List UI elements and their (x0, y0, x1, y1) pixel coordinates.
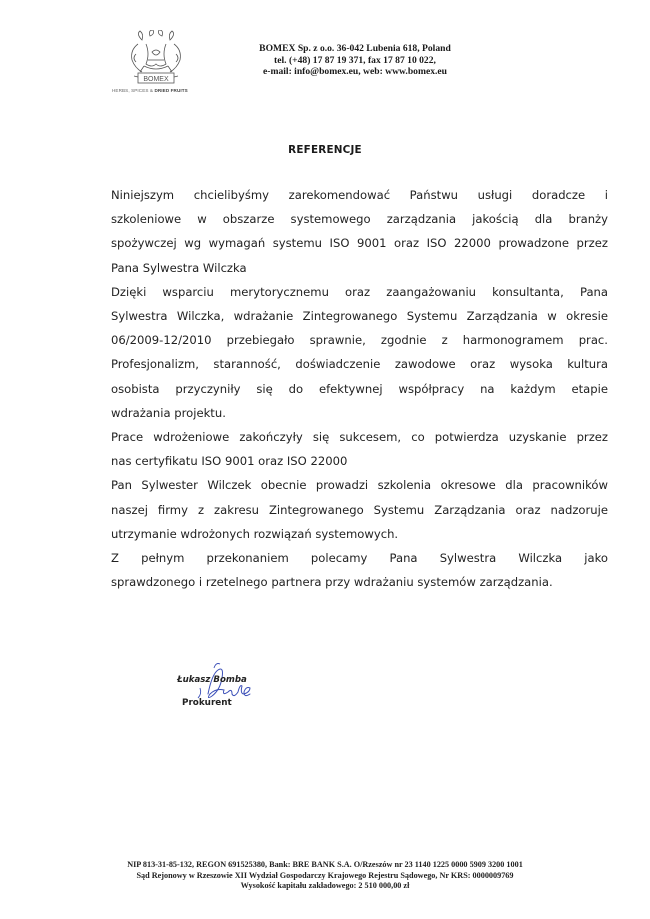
letter-line: Pana Sylwestra Wilczka (111, 260, 247, 275)
signature-block (160, 660, 300, 720)
bomex-emblem-icon (112, 30, 202, 88)
footer-court-registry-line: Sąd Rejonowy w Rzeszowie XII Wydział Gospodarczy Krajowego Rejestru Sądowego, Nr KRS: 0000009769 (136, 870, 514, 880)
company-name-address: BOMEX Sp. z o.o. 36-042 Lubenia 618, Poland (259, 43, 451, 54)
letter-line: Prace wdrożeniowe zakończyły się sukcesem, co potwierdza uzyskanie przez (111, 430, 608, 445)
letter-line: Z pełnym przekonaniem polecamy Pana Sylwestra Wilczka jako (111, 551, 608, 566)
document-title: REFERENCJE (288, 144, 362, 156)
letter-line: spożywczej wg wymagań systemu ISO 9001 oraz ISO 22000 prowadzone przez (111, 236, 608, 251)
letter-line: Pan Sylwester Wilczek obecnie prowadzi szkolenia okresowe dla pracowników (111, 478, 608, 493)
company-email-web: e-mail: info@bomex.eu, web: www.bomex.eu (263, 66, 447, 77)
logo-tagline-text: HERBS, SPICES & (112, 88, 154, 93)
letter-line: naszej firmy z zakresu Zintegrowanego Systemu Zarządzania oraz nadzoruje (111, 502, 608, 517)
signatory-role: Prokurent (182, 698, 232, 708)
company-logo (112, 30, 202, 96)
letter-line: wdrażania projektu. (111, 405, 226, 420)
letter-line: 06/2009-12/2010 przebiegało sprawnie, zgodnie z harmonogramem prac. (111, 333, 608, 348)
letter-line: Profesjonalizm, staranność, doświadczenie zawodowe oraz wysoka kultura (111, 357, 608, 372)
handwritten-signature-icon (160, 660, 300, 720)
letter-line: Niniejszym chcielibyśmy zarekomendować Państwu usługi doradcze i (111, 188, 608, 202)
letter-line: utrzymanie wdrożonych rozwiązań systemowych. (111, 526, 399, 541)
footer-share-capital-line: Wysokość kapitału zakładowego: 2 510 000,00 zł (240, 881, 410, 891)
letter-line: sprawdzonego i rzetelnego partnera przy wdrażaniu systemów zarządzania. (111, 575, 553, 590)
company-address-block (220, 43, 490, 78)
logo-text: BOMEX (143, 76, 169, 83)
logo-tagline-bold: DRIED FRUITS (154, 88, 188, 93)
logo-tagline (112, 88, 207, 93)
company-registration-footer (0, 860, 650, 892)
letter-line: osobista przyczyniły się do efektywnej współpracy na każdym etapie (111, 381, 608, 396)
letter-line: Sylwestra Wilczka, wdrażanie Zintegrowanego Systemu Zarządzania w okresie (111, 309, 608, 324)
company-phone-fax: tel. (+48) 17 87 19 371, fax 17 87 10 022, (274, 54, 436, 66)
signatory-name: Łukasz Bomba (177, 675, 247, 685)
letter-line: nas certyfikatu ISO 9001 oraz ISO 22000 (111, 454, 348, 469)
footer-tax-bank-line: NIP 813-31-85-132, REGON 691525380, Bank: BRE BANK S.A. O/Rzeszów nr 23 1140 1225 0000 5909 3200 1001 (127, 860, 523, 869)
letter-line: Dzięki wsparciu merytorycznemu oraz zaangażowaniu konsultanta, Pana (111, 284, 608, 299)
letter-line: szkoleniowe w obszarze systemowego zarządzania jakością dla branży (111, 212, 608, 227)
letter-body (111, 183, 608, 594)
